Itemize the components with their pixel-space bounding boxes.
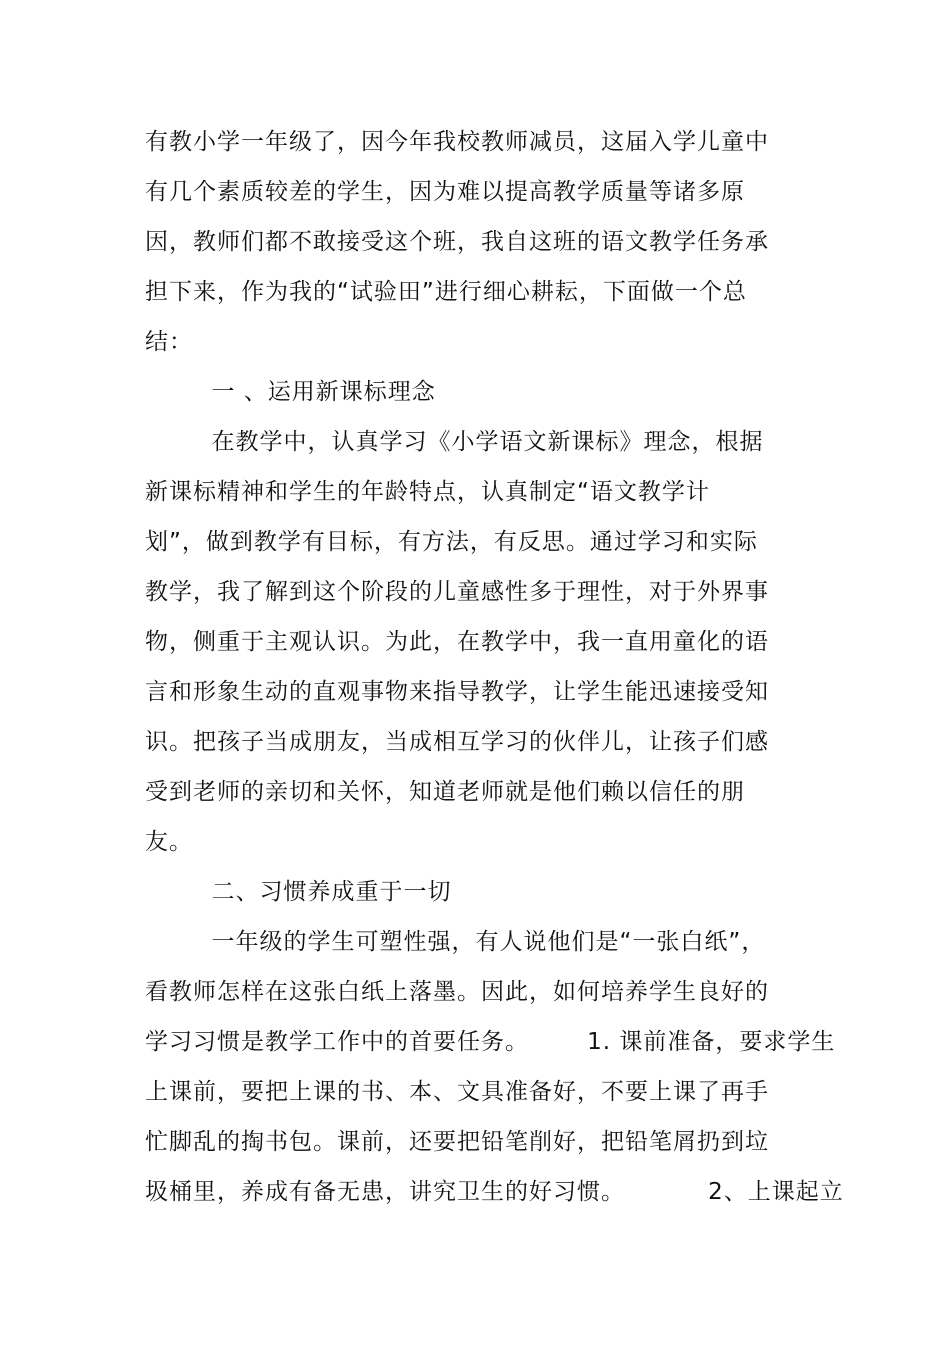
text-line: 看教师怎样在这张白纸上落墨。因此，如何培养学生良好的	[145, 979, 769, 1005]
text-line: 友。	[145, 829, 193, 855]
section-heading: 二、习惯养成重于一切	[145, 879, 452, 905]
text-line: 学习习惯是教学工作中的首要任务。 1. 课前准备，要求学生	[145, 1029, 836, 1055]
text-line: 一年级的学生可塑性强，有人说他们是“一张白纸”，	[145, 929, 766, 955]
text-line: 物，侧重于主观认识。为此，在教学中，我一直用童化的语	[145, 629, 769, 655]
text-line: 教学，我了解到这个阶段的儿童感性多于理性，对于外界事	[145, 579, 769, 605]
text-line: 忙脚乱的掏书包。课前，还要把铅笔削好，把铅笔屑扔到垃	[145, 1129, 769, 1155]
text-line: 有几个素质较差的学生，因为难以提高教学质量等诸多原	[145, 179, 745, 205]
text-line: 受到老师的亲切和关怀，知道老师就是他们赖以信任的朋	[145, 779, 745, 805]
text-line: 因，教师们都不敢接受这个班，我自这班的语文教学任务承	[145, 229, 769, 255]
text-line: 新课标精神和学生的年龄特点，认真制定“语文教学计	[145, 479, 710, 505]
text-line: 担下来，作为我的“试验田”进行细心耕耘，下面做一个总	[145, 279, 747, 305]
text-line: 识。把孩子当成朋友，当成相互学习的伙伴儿，让孩子们感	[145, 729, 769, 755]
section-heading: 一 、运用新课标理念	[145, 379, 436, 405]
text-line: 言和形象生动的直观事物来指导教学，让学生能迅速接受知	[145, 679, 769, 705]
text-line: 在教学中，认真学习《小学语文新课标》理念，根据	[145, 429, 764, 455]
text-line: 圾桶里，养成有备无患，讲究卫生的好习惯。 2、上课起立	[145, 1179, 844, 1205]
text-line: 划”，做到教学有目标，有方法，有反思。通过学习和实际	[145, 529, 758, 555]
text-line: 结：	[145, 329, 193, 355]
text-line: 上课前，要把上课的书、本、文具准备好，不要上课了再手	[145, 1079, 769, 1105]
text-line: 有教小学一年级了，因今年我校教师减员，这届入学儿童中	[145, 129, 769, 155]
